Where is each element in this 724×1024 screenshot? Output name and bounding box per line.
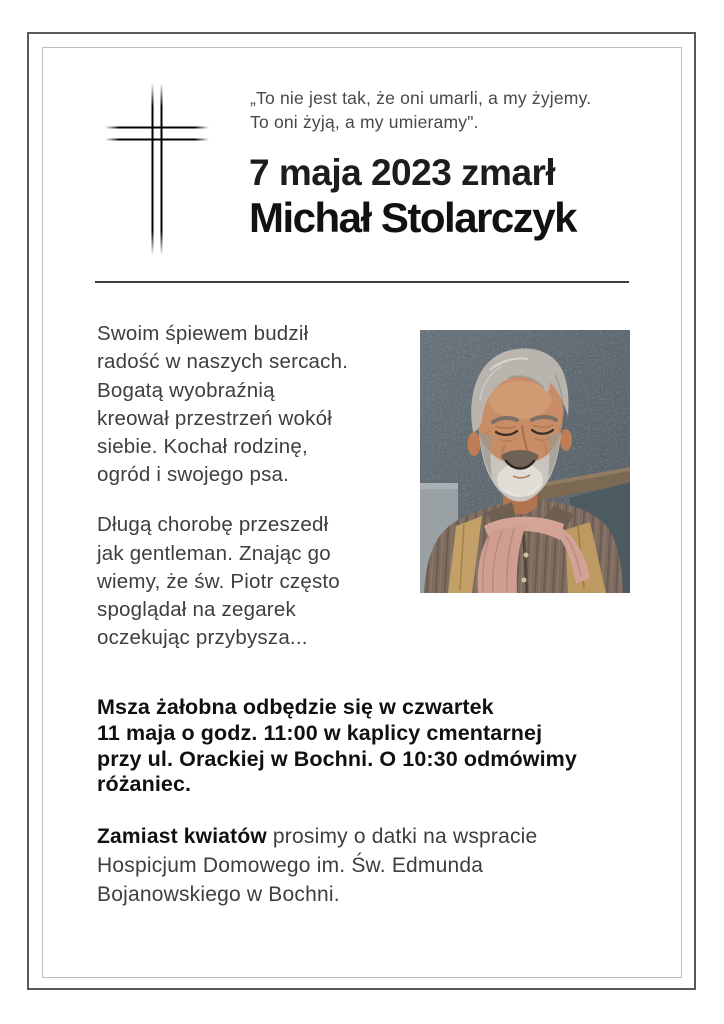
announcement-line: różaniec.: [97, 772, 192, 797]
cross-icon-svg: [105, 83, 209, 255]
memorial-text: [97, 320, 348, 653]
announcement-line: przy ul. Orackiej w Bochni. O 10:30 odmówimy: [97, 746, 577, 771]
memorial-line: kreował przestrzeń wokół: [97, 406, 332, 430]
memorial-line: ogród i swojego psa.: [97, 463, 290, 487]
memorial-paragraph-1: [97, 320, 348, 490]
memorial-line: Długą chorobę przeszedł: [97, 513, 329, 537]
memorial-line: spoglądał na zegarek: [97, 598, 296, 622]
portrait-photo-illustration: [420, 330, 630, 593]
donation-line: Bojanowskiego w Bochni.: [97, 883, 340, 906]
portrait-photo: [420, 330, 630, 593]
memorial-line: jak gentleman. Znając go: [97, 541, 331, 565]
funeral-announcement: [97, 695, 577, 798]
donation-line1-rest: prosimy o datki na wspracie: [266, 825, 538, 848]
donation-request: [97, 822, 537, 909]
donation-line: [97, 822, 537, 851]
title-divider-rule: [95, 281, 629, 283]
announcement-line: 11 maja o godz. 11:00 w kaplicy cmentarnej: [97, 720, 543, 745]
memorial-line: Bogatą wyobraźnią: [97, 378, 275, 402]
memorial-paragraph-2: [97, 511, 348, 652]
quote-line: To oni żyją, a my umieramy".: [250, 111, 479, 132]
quote-line: „To nie jest tak, że oni umarli, a my żyjemy.: [250, 88, 592, 108]
donation-bold-lead: Zamiast kwiatów: [97, 825, 267, 848]
announcement-line: Msza żałobna odbędzie się w czwartek: [97, 695, 494, 719]
memorial-line: oczekując przybysza...: [97, 626, 308, 650]
memorial-line: radość w naszych sercach.: [97, 350, 349, 374]
deceased-name: Michał Stolarczyk: [249, 194, 576, 241]
donation-line: Hospicjum Domowego im. Św. Edmunda: [97, 854, 484, 877]
cross-icon: [105, 83, 209, 255]
memorial-line: siebie. Kochał rodzinę,: [97, 435, 308, 459]
death-date-line: 7 maja 2023 zmarł: [249, 152, 556, 193]
memorial-line: wiemy, że św. Piotr często: [97, 569, 340, 593]
memorial-quote: [250, 87, 591, 134]
memorial-line: Swoim śpiewem budził: [97, 322, 309, 345]
